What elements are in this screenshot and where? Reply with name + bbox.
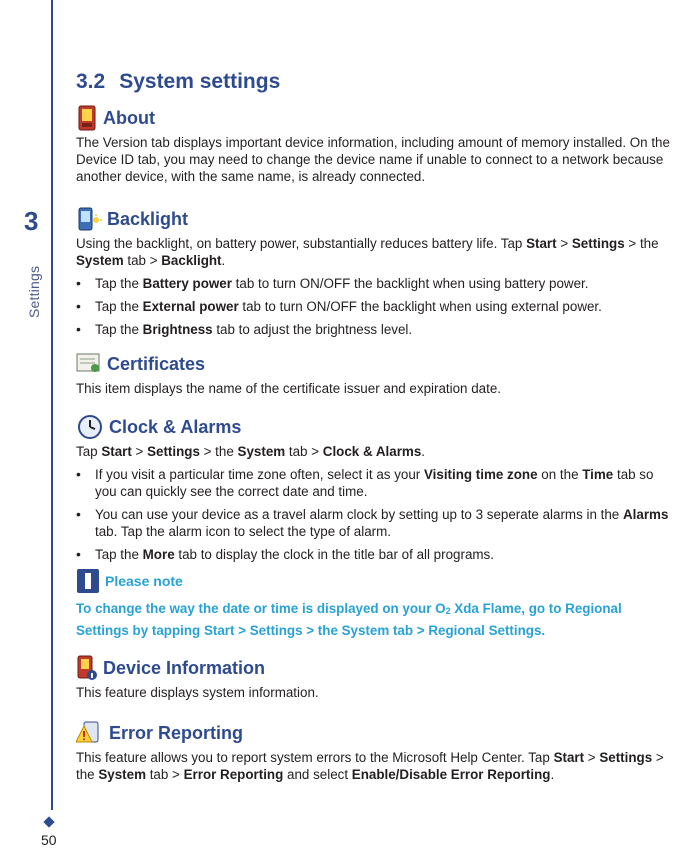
about-title: About <box>103 107 155 128</box>
page-number: 50 <box>41 832 57 848</box>
device-info-section <box>76 654 672 701</box>
list-item: • Tap the Battery power tab to turn ON/OFF the backlight when using battery power. <box>76 275 672 292</box>
main-content <box>76 70 672 783</box>
note-section <box>76 567 672 640</box>
clock-list <box>76 466 672 563</box>
list-item: • Tap the Brightness tab to adjust the brightness level. <box>76 321 672 338</box>
note-icon <box>76 568 100 594</box>
clock-intro: Tap Start > Settings > the System tab > Clock & Alarms. <box>76 444 425 459</box>
note-text: To change the way the date or time is displayed on your $O_2$ Xda Flame, go to Regional Settings by tapping Start > Settings > the System tab > Regional Settings. <box>76 601 622 638</box>
page-marker-diamond <box>43 816 54 827</box>
page-title <box>76 70 672 94</box>
device-info-title: Device Information <box>103 657 266 678</box>
clock-section <box>76 413 672 563</box>
backlight-list <box>76 275 672 338</box>
error-reporting-title: Error Reporting <box>109 722 244 743</box>
error-reporting-section <box>76 719 672 783</box>
about-icon <box>76 105 98 131</box>
list-item: • Tap the More tab to display the clock in the title bar of all programs. <box>76 546 672 563</box>
about-section <box>76 104 672 185</box>
section-title: System settings <box>119 70 281 93</box>
backlight-intro: Using the backlight, on battery power, substantially reduces battery life. Tap Start > Settings > the System tab > Backlight. <box>76 236 659 268</box>
about-body: The Version tab displays important device information, including amount of memory installed. On the Device ID tab, you may need to change the device name if unable to connect to a network because another device, with the same name, is already connected. <box>76 135 670 184</box>
certificates-title: Certificates <box>107 353 206 374</box>
backlight-icon <box>76 206 98 232</box>
backlight-title: Backlight <box>107 208 189 229</box>
device-info-body: This feature displays system information. <box>76 685 319 700</box>
error-reporting-body: This feature allows you to report system errors to the Microsoft Help Center. Tap Start > Settings > the System tab > Error Reporting and select Enable/Disable Error Reporting. <box>76 750 664 782</box>
section-number: 3.2 <box>76 70 106 93</box>
chapter-label: Settings <box>26 265 42 318</box>
note-title: Please note <box>105 573 183 589</box>
warning-icon <box>76 720 104 746</box>
certificates-section <box>76 350 672 397</box>
certificate-icon <box>76 351 102 377</box>
clock-icon <box>76 414 104 440</box>
certificates-body: This item displays the name of the certificate issuer and expiration date. <box>76 381 501 396</box>
list-item: • If you visit a particular time zone often, select it as your Visiting time zone on the Time tab so you can quickly see the correct date and time. <box>76 466 672 500</box>
sidebar-divider <box>51 0 53 810</box>
clock-title: Clock & Alarms <box>109 416 242 437</box>
list-item: • You can use your device as a travel alarm clock by setting up to 3 seperate alarms in the Alarms tab. Tap the alarm icon to select the type of alarm. <box>76 506 672 540</box>
chapter-number: 3 <box>24 206 39 236</box>
list-item: • Tap the External power tab to turn ON/OFF the backlight when using external power. <box>76 298 672 315</box>
device-info-icon <box>76 655 98 681</box>
backlight-section <box>76 205 672 338</box>
